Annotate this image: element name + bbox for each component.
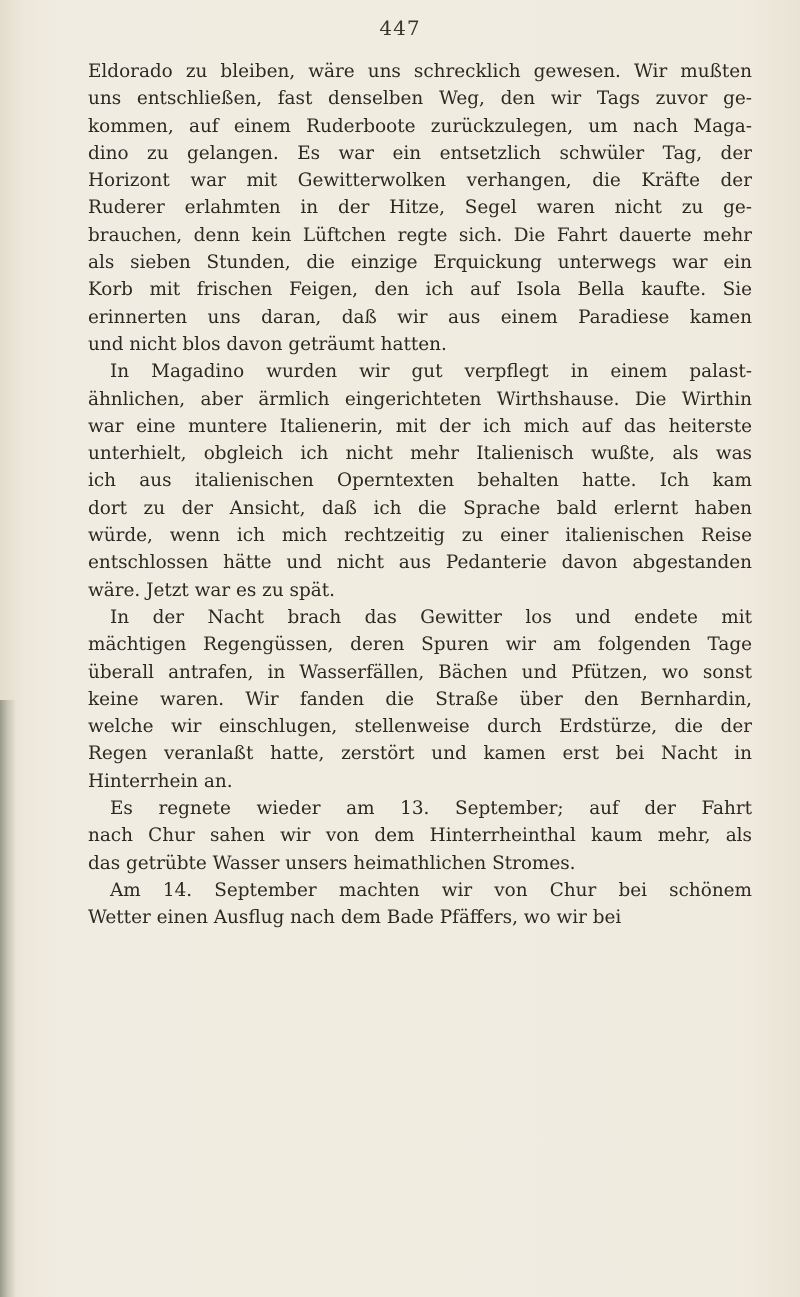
text-line: entschlossen hätte und nicht aus Pedanterie davon abgestanden [88, 552, 752, 574]
text-line: Korb mit frischen Feigen, den ich auf Isola Bella kaufte. Sie [88, 279, 752, 301]
text-line: Es regnete wieder am 13. September; auf der Fahrt [110, 798, 752, 820]
text-line: mächtigen Regengüssen, deren Spuren wir am folgenden Tage [88, 634, 752, 656]
text-line: würde, wenn ich mich rechtzeitig zu einer italienischen Reise [88, 525, 752, 547]
text-line: kommen, auf einem Ruderboote zurückzulegen, um nach Maga- [88, 115, 752, 137]
text-line: Ruderer erlahmten in der Hitze, Segel waren nicht zu ge- [88, 197, 752, 219]
text-line: Wetter einen Ausflug nach dem Bade Pfäffers, wo wir bei [88, 907, 622, 929]
text-line: nach Chur sahen wir von dem Hinterrheinthal kaum mehr, als [88, 825, 752, 847]
text-line: unterhielt, obgleich ich nicht mehr Italienisch wußte, als was [88, 443, 752, 465]
text-line: Am 14. September machten wir von Chur bei schönem [110, 879, 752, 901]
page-number: 447 [379, 16, 421, 40]
text-line: In der Nacht brach das Gewitter los und endete mit [110, 606, 752, 628]
binding-shadow [0, 700, 16, 1297]
text-line: überall antrafen, in Wasserfällen, Bächen und Pfützen, wo sonst [88, 661, 752, 683]
text-line: als sieben Stunden, die einzige Erquickung unterwegs war ein [88, 252, 752, 274]
text-line: Eldorado zu bleiben, wäre uns schrecklich gewesen. Wir mußten [88, 61, 752, 82]
text-line: uns entschließen, fast denselben Weg, den wir Tags zuvor ge- [88, 88, 752, 110]
text-line: erinnerten uns daran, daß wir aus einem Paradiese kamen [88, 306, 752, 328]
paragraph [88, 604, 752, 795]
text-line: dort zu der Ansicht, daß ich die Sprache bald erlernt haben [88, 497, 752, 519]
text-line: brauchen, denn kein Lüftchen regte sich. Die Fahrt dauerte mehr [88, 224, 752, 246]
paragraph [88, 58, 752, 358]
paragraph [88, 877, 752, 932]
body-text [88, 58, 752, 932]
text-line: wäre. Jetzt war es zu spät. [88, 579, 335, 601]
text-line: Hinterrhein an. [88, 770, 233, 792]
paragraph [88, 795, 752, 877]
text-line: In Magadino wurden wir gut verpflegt in einem palast- [110, 361, 752, 383]
text-line: welche wir einschlugen, stellenweise durch Erdstürze, die der [88, 716, 752, 738]
text-line: Regen veranlaßt hatte, zerstört und kamen erst bei Nacht in [88, 743, 752, 765]
text-line: und nicht blos davon geträumt hatten. [88, 333, 447, 355]
text-line: dino zu gelangen. Es war ein entsetzlich schwüler Tag, der [88, 142, 752, 164]
text-line: ich aus italienischen Operntexten behalten hatte. Ich kam [88, 470, 752, 492]
text-line: das getrübte Wasser unsers heimathlichen Stromes. [88, 852, 576, 874]
text-line: war eine muntere Italienerin, mit der ich mich auf das heiterste [88, 415, 752, 437]
text-line: ähnlichen, aber ärmlich eingerichteten Wirthshause. Die Wirthin [88, 388, 752, 410]
paragraph [88, 358, 752, 604]
text-line: keine waren. Wir fanden die Straße über den Bernhardin, [88, 688, 752, 710]
text-line: Horizont war mit Gewitterwolken verhangen, die Kräfte der [88, 170, 752, 192]
